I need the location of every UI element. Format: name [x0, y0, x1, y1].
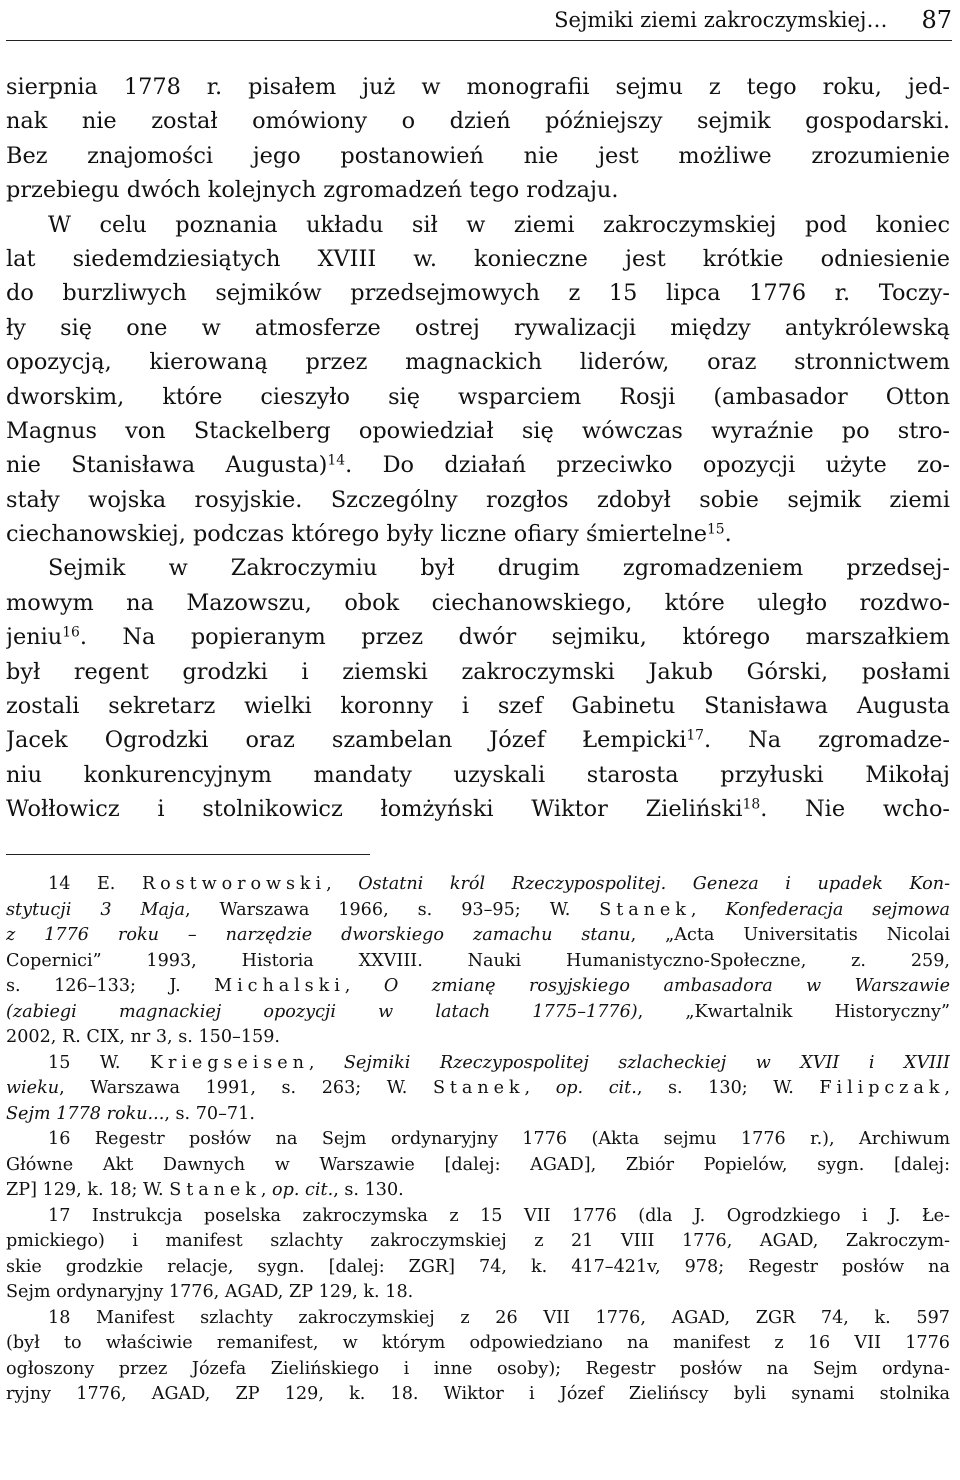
footnote-number: 18 [48, 1307, 71, 1328]
footnote-ref: 17 [686, 727, 705, 744]
text-line: Jacek Ogrodzki oraz szambelan Józef Łempicki$^{17}$. Na zgromadze- [6, 727, 950, 754]
text-line: stały wojska rosyjskie. Szczególny rozgłos zdobył sobie sejmik ziemi [6, 486, 950, 513]
text-line: jeniu$^{16}$. Na popieranym przez dwór sejmiku, którego marszałkiem [6, 624, 950, 651]
author-name: Kriegseisen [149, 1052, 309, 1073]
footnote-15: 15 W. Kriegseisen, Sejmiki Rzeczypospolitej szlacheckiej w XVII i XVIII [48, 1052, 950, 1073]
text-line: nie Stanisława Augusta)$^{14}$. Do działań przeciwko opozycji użyte zo- [6, 452, 950, 479]
footnote-ref: 18 [742, 796, 761, 813]
footnote-line: pmickiego) i manifest szlachty zakroczymskiej z 21 VIII 1776, AGAD, Zakroczym- [6, 1231, 950, 1251]
footnote-separator [6, 854, 370, 855]
footnote-line: 2002, R. CIX, nr 3, s. 150–159. [6, 1027, 280, 1047]
text-line: Magnus von Stackelberg opowiedział się wówczas wyraźnie po stro- [6, 417, 950, 444]
text-line: W celu poznania układu sił w ziemi zakroczymskiej pod koniec [48, 211, 950, 238]
text-line: ły się one w atmosferze ostrej rywalizacji między antykrólewską [6, 314, 950, 341]
work-title: O zmianę rosyjskiego ambasadora w Warszawie [383, 976, 950, 996]
text-line: zostali sekretarz wielki koronny i szef Gabinetu Stanisława Augusta [6, 693, 950, 720]
work-title: Sejmiki Rzeczypospolitej szlacheckiej w XVII i XVIII [343, 1052, 950, 1073]
footnote-line: (zabiegi magnackiej opozycji w latach 1775–1776), „Kwartalnik Historyczny” [6, 1001, 950, 1022]
text-line: niu konkurencyjnym mandaty uzyskali starosta przyłuski Mikołaj [6, 761, 950, 788]
running-title: Sejmiki ziemi zakroczymskiej… [554, 8, 888, 32]
footnote-line: z 1776 roku – narzędzie dworskiego zamachu stanu, „Acta Universitatis Nicolai [6, 925, 950, 945]
work-title: Konfederacja sejmowa [725, 899, 950, 920]
running-header [6, 0, 952, 41]
footnote-number: 15 [48, 1052, 71, 1073]
author-name: Michalski [214, 976, 345, 996]
text-line: Bez znajomości jego postanowień nie jest możliwe zrozumienie [6, 142, 950, 169]
text-line: lat siedemdziesiątych XVIII w. konieczne jest krótkie odniesienie [6, 245, 950, 272]
footnote-16: 16 Regestr posłów na Sejm ordynaryjny 1776 (Akta sejmu 1776 r.), Archiwum [48, 1129, 950, 1149]
footnote-line: ryjny 1776, AGAD, ZP 129, k. 18. Wiktor i Józef Zielińscy byli synami stolnika [6, 1384, 950, 1404]
text-line: ciechanowskiej, podczas którego były liczne ofiary śmiertelne$^{15}$. [6, 521, 732, 548]
author-name: Filipczak [819, 1078, 945, 1098]
page-number: 87 [921, 6, 952, 34]
footnote-line: s. 126–133; J. Michalski, O zmianę rosyjskiego ambasadora w Warszawie [6, 976, 950, 996]
footnote-line: Copernici” 1993, Historia XXVIII. Nauki Humanistyczno-Społeczne, z. 259, [6, 950, 950, 971]
footnotes [6, 872, 950, 1408]
text-line: nak nie został omówiony o dzień późniejszy sejmik gospodarski. [6, 108, 950, 135]
author-name: Rostworowski [141, 874, 327, 894]
text-line: był regent grodzki i ziemski zakroczymski Jakub Górski, posłami [6, 658, 950, 685]
footnote-18: 18 Manifest szlachty zakroczymskiej z 26 VII 1776, AGAD, ZGR 74, k. 597 [48, 1307, 950, 1328]
footnote-number: 14 [48, 874, 71, 894]
footnote-line: Sejm ordynaryjny 1776, AGAD, ZP 129, k. 18. [6, 1282, 414, 1302]
text-line: Wołłowicz i stolnikowicz łomżyński Wiktor Zieliński$^{18}$. Nie wcho- [6, 796, 950, 823]
text-line: mowym na Mazowszu, obok ciechanowskiego, które uległo rozdwo- [6, 589, 950, 616]
footnote-number: 16 [48, 1129, 71, 1149]
text-line: dworskim, które cieszyło się wsparciem Rosji (ambasador Otton [6, 383, 950, 410]
footnote-17: 17 Instrukcja poselska zakroczymska z 15 VII 1776 (dla J. Ogrodzkiego i J. Łe- [48, 1205, 950, 1226]
work-title: Sejm 1778 roku... [6, 1103, 165, 1124]
author-name: Stanek [599, 899, 691, 920]
text-line: sierpnia 1778 r. pisałem już w monografii sejmu z tego roku, jed- [6, 74, 950, 100]
footnote-line: stytucji 3 Maja, Warszawa 1966, s. 93–95; W. Stanek, Konfederacja sejmowa [6, 899, 950, 920]
footnote-ref: 16 [62, 624, 80, 641]
author-name: Stanek [169, 1180, 261, 1200]
text-line: Sejmik w Zakroczymiu był drugim zgromadzeniem przedsej- [48, 555, 950, 582]
author-name: Stanek [432, 1078, 525, 1098]
footnote-ref: 15 [706, 521, 725, 538]
footnote-line: Główne Akt Dawnych w Warszawie [dalej: AGAD], Zbiór Popielów, sygn. [dalej: [6, 1154, 950, 1175]
main-text [6, 70, 950, 827]
text-line: opozycją, kierowaną przez magnackich liderów, oraz stronnictwem [6, 349, 950, 376]
footnote-ref: 14 [327, 452, 346, 469]
footnote-line: ZP] 129, k. 18; W. Stanek, op. cit., s. 130. [6, 1180, 404, 1200]
footnote-line: wieku, Warszawa 1991, s. 263; W. Stanek, op. cit., s. 130; W. Filipczak, [6, 1078, 950, 1098]
footnote-14: 14 E. Rostworowski, Ostatni król Rzeczypospolitej. Geneza i upadek Kon- [48, 874, 950, 894]
footnote-line: skie grodzkie relacje, sygn. [dalej: ZGR] 74, k. 417–421v, 978; Regestr posłów na [6, 1256, 950, 1277]
work-title: Ostatni król Rzeczypospolitej. Geneza i upadek Kon- [358, 874, 950, 894]
footnote-line: (był to właściwie remanifest, w którym odpowiedziano na manifest z 16 VII 1776 [6, 1333, 950, 1353]
footnote-line: ogłoszony przez Józefa Zielińskiego i inne osoby); Regestr posłów na Sejm ordyna- [6, 1358, 950, 1379]
text-line: do burzliwych sejmików przedsejmowych z 15 lipca 1776 r. Toczy- [6, 280, 950, 307]
footnote-number: 17 [48, 1205, 71, 1226]
text-line: przebiegu dwóch kolejnych zgromadzeń tego rodzaju. [6, 177, 619, 204]
footnote-line: Sejm 1778 roku..., s. 70–71. [6, 1103, 255, 1124]
